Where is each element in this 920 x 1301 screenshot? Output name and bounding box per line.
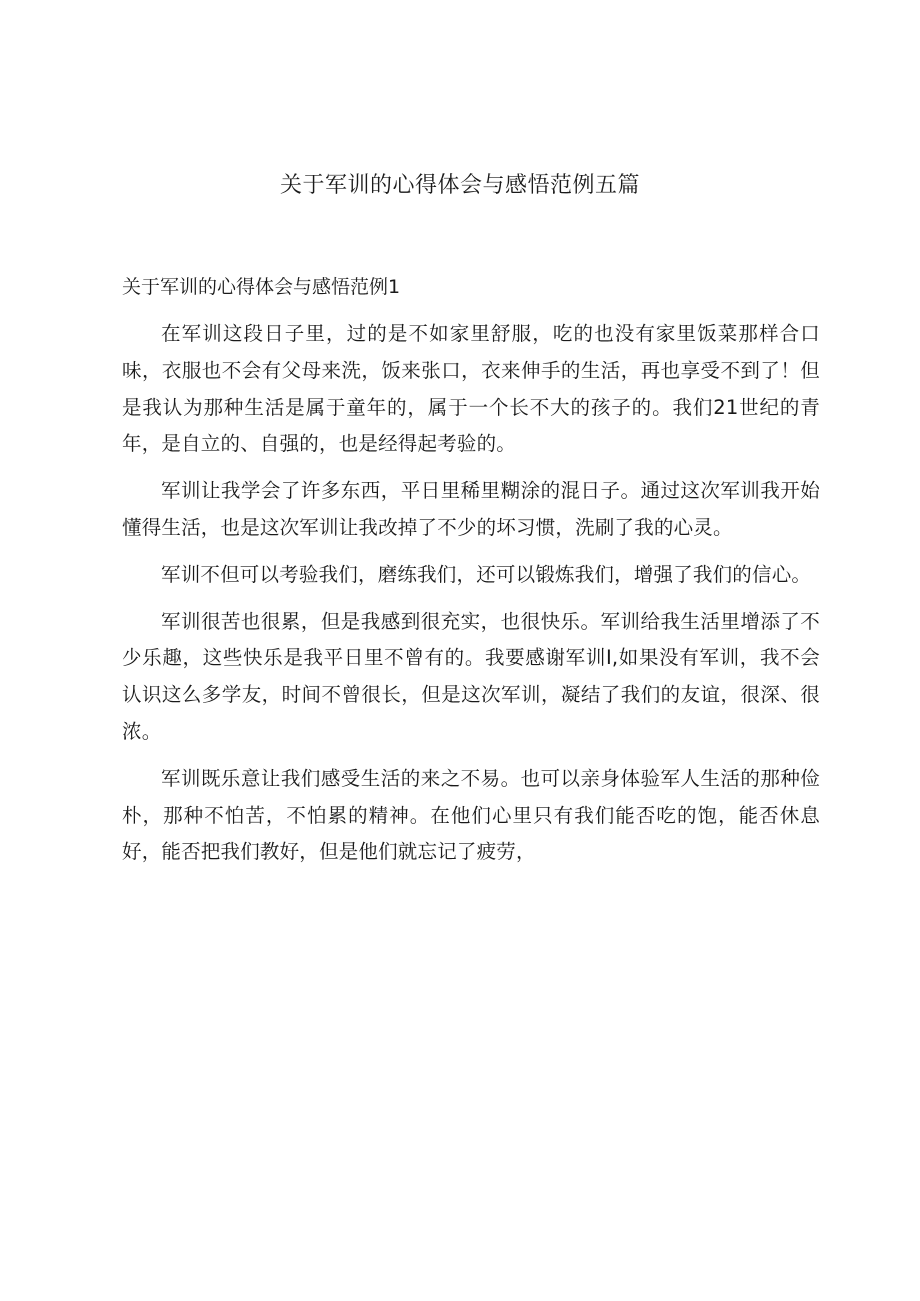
- paragraph: 军训不但可以考验我们，磨练我们，还可以锻炼我们，增强了我们的信心。: [161, 562, 812, 586]
- paragraph: 军训既乐意让我们感受生活的来之不易。也可以亲身体验军人生活的那种俭朴，那种不怕苦，不怕累的精神。在他们心里只有我们能否吃的饱，能否休息好，能否把我们教好，但是他们就忘记了疲劳，: [122, 766, 820, 864]
- paragraph: 在军训这段日子里，过的是不如家里舒服，吃的也没有家里饭菜那样合口味，衣服也不会有父母来洗，饭来张口，衣来伸手的生活，再也享受不到了！但是我认为那种生活是属于童年的，属于一个长不大的孩子的。我们21世纪的青年，是自立的、自强的，也是经得起考验的。: [122, 322, 820, 456]
- body-text: [122, 316, 820, 881]
- paragraph: 军训让我学会了许多东西，平日里稀里糊涂的混日子。通过这次军训我开始懂得生活，也是这次军训让我改掉了不少的坏习惯，洗刷了我的心灵。: [122, 479, 820, 539]
- paragraph: 军训很苦也很累，但是我感到很充实，也很快乐。军训给我生活里增添了不少乐趣，这些快乐是我平日里不曾有的。我要感谢军训I,如果没有军训，我不会认识这么多学友，时间不曾很长，但是这次军训，凝结了我们的友谊，很深、很浓。: [122, 609, 820, 743]
- section-heading: 关于军训的心得体会与感悟范例1: [122, 276, 401, 298]
- document-title: 关于军训的心得体会与感悟范例五篇: [279, 173, 640, 198]
